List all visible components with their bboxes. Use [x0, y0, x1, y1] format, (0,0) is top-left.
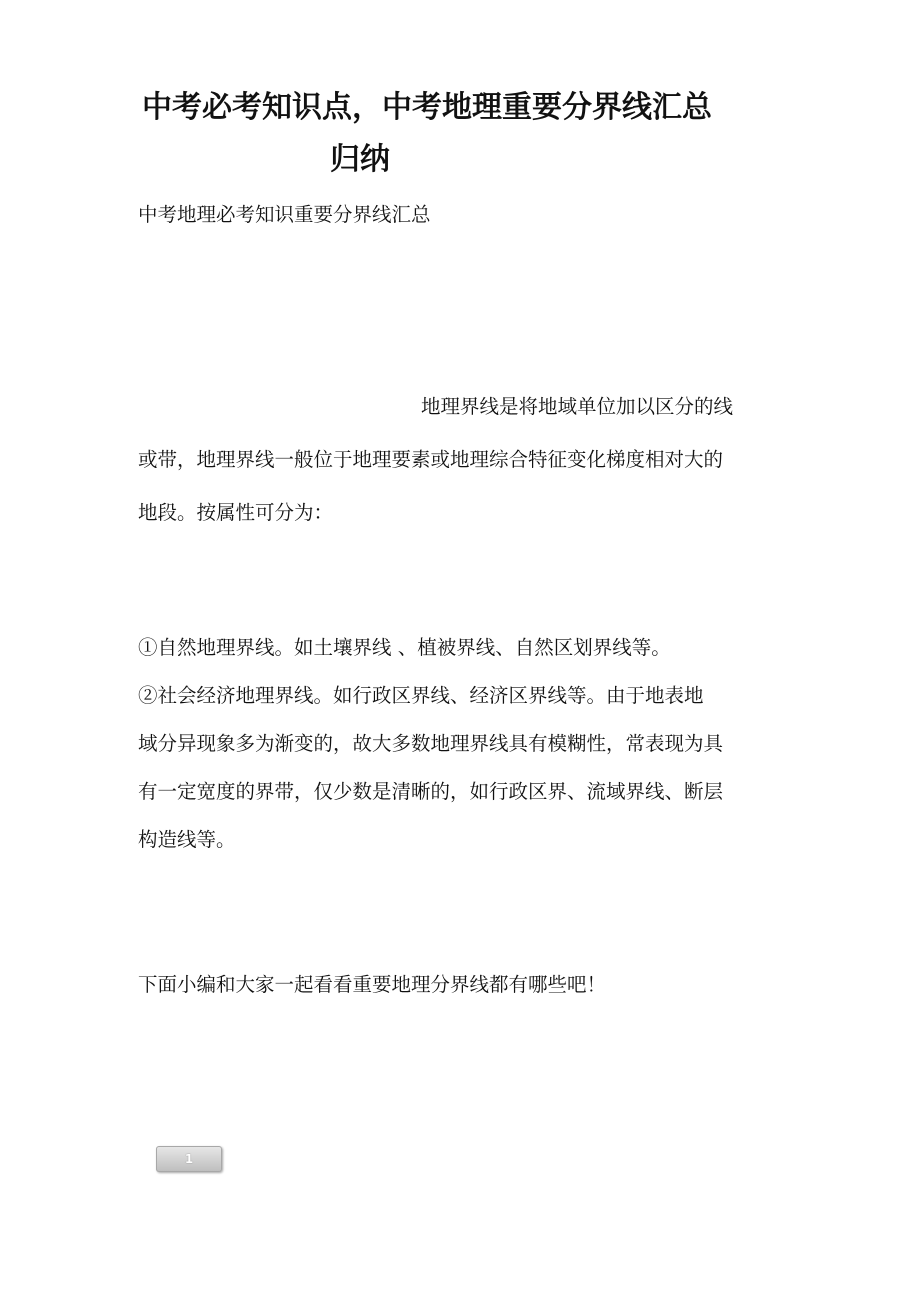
document-title [0, 82, 920, 186]
title-line-2: 归纳 [330, 142, 390, 177]
intro-line: 地理界线是将地域单位加以区分的线 [421, 395, 734, 418]
list-item-continuation: 域分异现象多为渐变的，故大多数地理界线具有模糊性，常表现为具 [138, 732, 724, 755]
list-item: ①自然地理界线。如土壤界线 、植被界线、自然区划界线等。 [138, 636, 671, 659]
closing-sentence: 下面小编和大家一起看看重要地理分界线都有哪些吧！ [138, 973, 607, 996]
intro-paragraph [138, 391, 798, 550]
title-line-1: 中考必考知识点，中考地理重要分界线汇总 [142, 90, 712, 125]
subtitle: 中考地理必考知识重要分界线汇总 [138, 203, 431, 226]
intro-line: 地段。按属性可分为： [138, 501, 334, 524]
list-item-continuation: 有一定宽度的界带，仅少数是清晰的，如行政区界、流域界线、断层 [138, 780, 724, 803]
page-number-badge: 1 [156, 1146, 222, 1172]
classification-list [138, 632, 798, 872]
list-item-continuation: 构造线等。 [138, 828, 236, 851]
intro-line: 或带，地理界线一般位于地理要素或地理综合特征变化梯度相对大的 [138, 448, 724, 471]
list-item: ②社会经济地理界线。如行政区界线、经济区界线等。由于地表地 [138, 684, 704, 707]
